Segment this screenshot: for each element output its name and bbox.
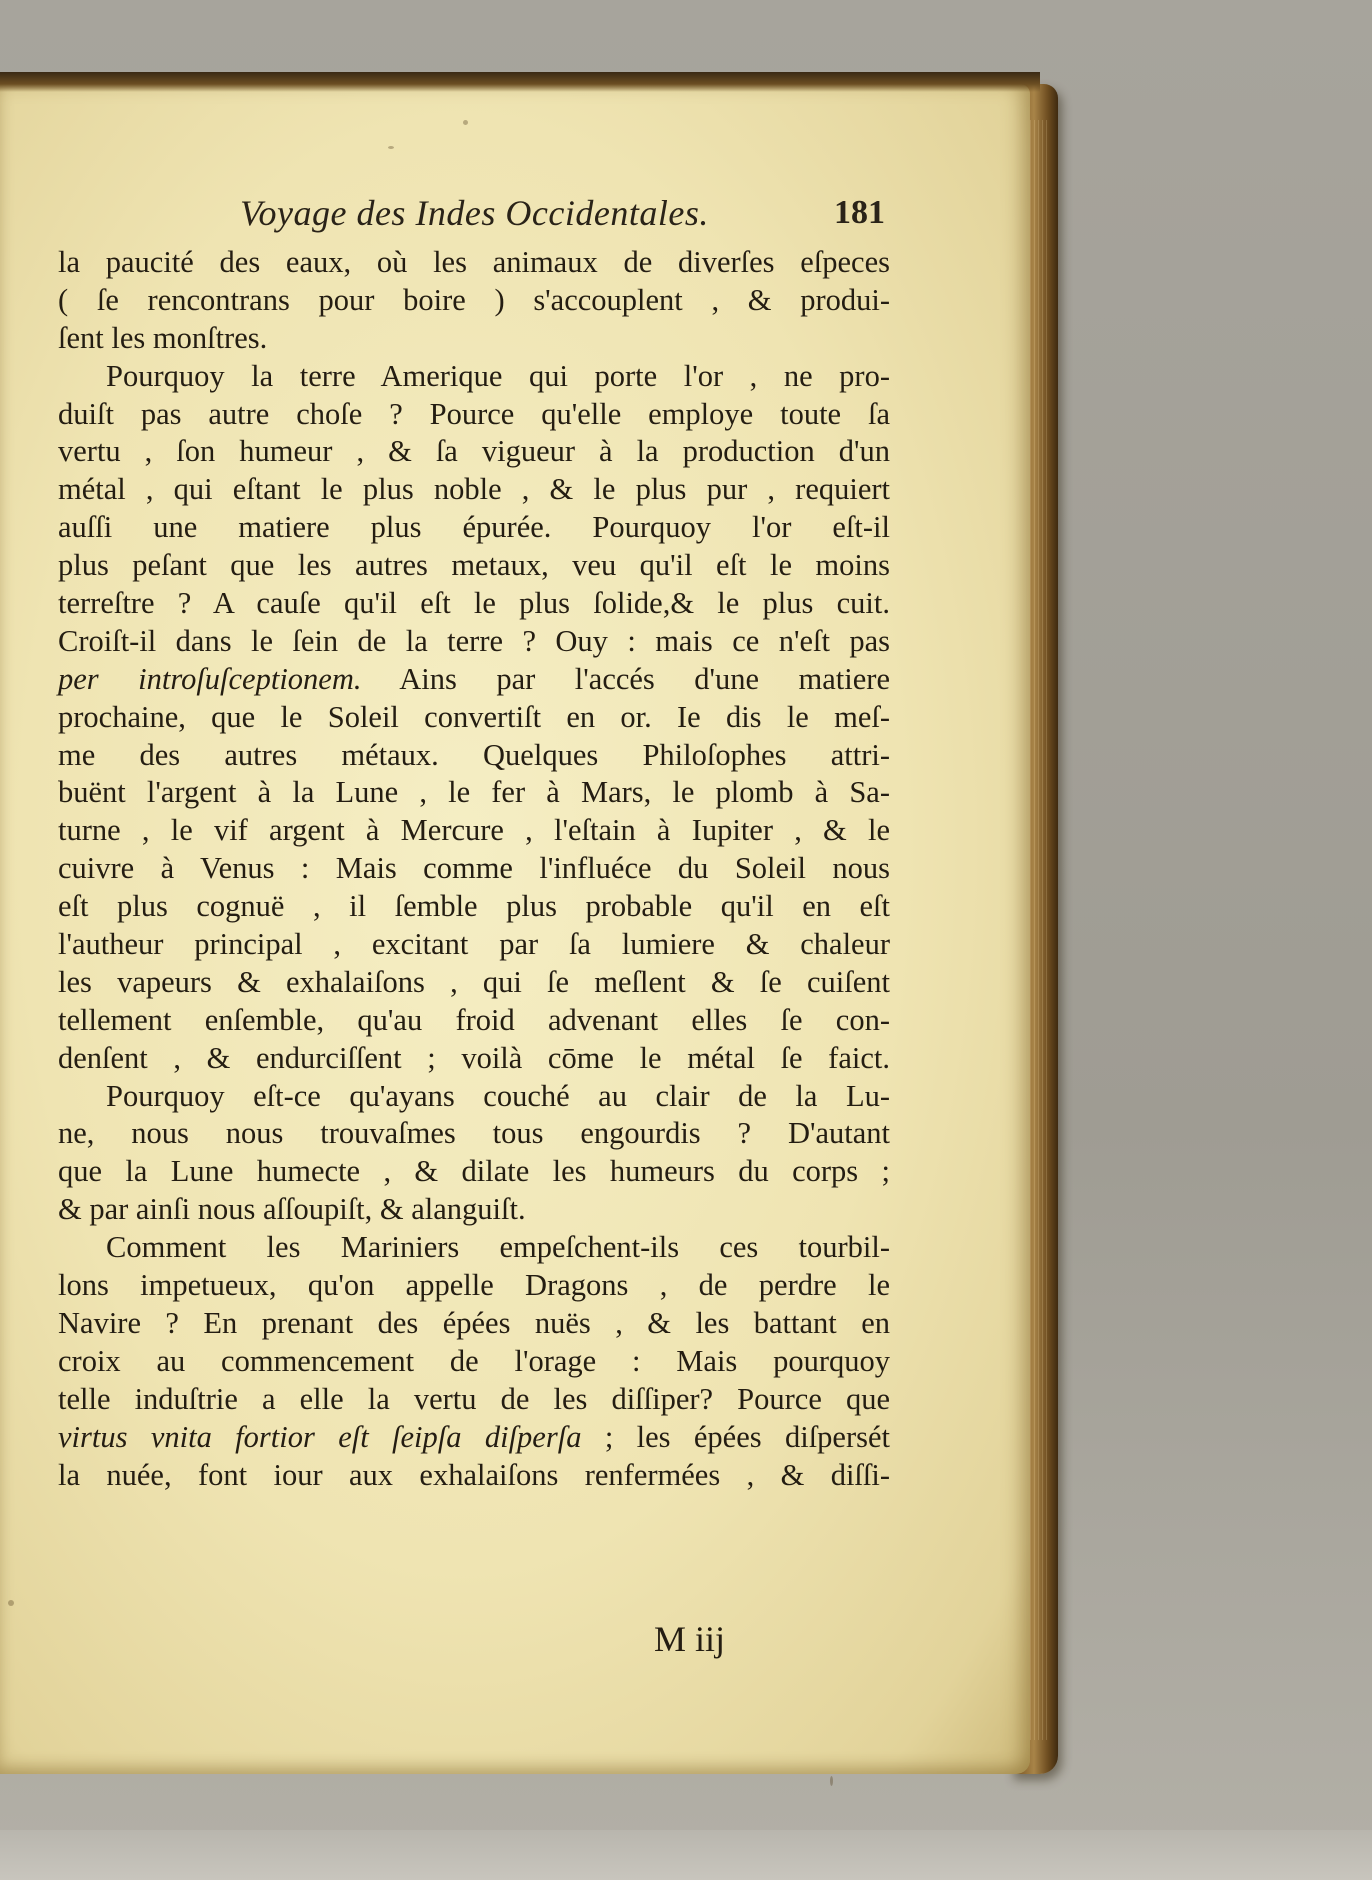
text-line: vertu , ſon humeur , & ſa vigueur à la production d'un (58, 434, 890, 469)
text-line: eſt plus cognuë , il ſemble plus probable qu'il en eſt (58, 889, 890, 924)
ink-speck (388, 146, 394, 149)
signature-mark: M iij (654, 1619, 726, 1659)
text-line: ( ſe rencontrans pour boire ) s'accouplent , & produi- (58, 282, 890, 317)
text-line: que la Lune humecte , & dilate les humeurs du corps ; (58, 1154, 890, 1189)
ink-speck (463, 120, 468, 125)
text-line: per introſuſceptionem. Ains par l'accés d'une matiere (58, 661, 890, 696)
text-line: métal , qui eſtant le plus noble , & le plus pur , requiert (58, 472, 890, 507)
text-line: Comment les Mariniers empeſchent-ils ces tourbil- (106, 1230, 890, 1265)
text-line: les vapeurs & exhalaiſons , qui ſe meſlent & ſe cuiſent (58, 964, 890, 999)
latin-phrase: virtus vnita fortior eſt ſeipſa diſperſa (58, 1419, 582, 1454)
latin-phrase: per introſuſceptionem. (58, 661, 362, 696)
running-title: Voyage des Indes Occidentales. (240, 193, 709, 233)
text-line: l'autheur principal , excitant par ſa lumiere & chaleur (58, 927, 890, 962)
ink-speck (830, 1776, 833, 1786)
text-line: duiſt pas autre choſe ? Pource qu'elle employe toute ſa (58, 396, 890, 431)
text-line: plus peſant que les autres metaux, veu qu'il eſt le moins (58, 548, 890, 583)
text-line: denſent , & endurciſſent ; voilà cōme le métal ſe faict. (58, 1040, 890, 1075)
top-binding-shadow (0, 72, 1040, 92)
text-line: tellement enſemble, qu'au froid advenant elles ſe con- (58, 1002, 890, 1037)
text-line: virtus vnita fortior eſt ſeipſa diſperſa ; les épées diſpersét (58, 1419, 890, 1454)
ink-speck (8, 1600, 14, 1606)
text-line: buënt l'argent à la Lune , le fer à Mars, le plomb à Sa- (58, 775, 890, 810)
page-header (0, 192, 1030, 242)
text-line: lons impetueux, qu'on appelle Dragons , de perdre le (58, 1268, 890, 1303)
text-line: ſent les monſtres. (58, 320, 268, 355)
text-line: & par ainſi nous aſſoupiſt, & alanguiſt. (58, 1192, 526, 1227)
text-line: ne, nous nous trouvaſmes tous engourdis ? D'autant (58, 1116, 890, 1151)
text-line: terreſtre ? A cauſe qu'il eſt le plus ſolide,& le plus cuit. (58, 586, 890, 621)
text-line: prochaine, que le Soleil convertiſt en or. Ie dis le meſ- (58, 699, 890, 734)
page-number: 181 (834, 194, 885, 231)
text-line: la paucité des eaux, où les animaux de diverſes eſpeces (58, 245, 890, 279)
text-line: auſſi une matiere plus épurée. Pourquoy l'or eſt-il (58, 510, 890, 545)
text-line: Pourquoy la terre Amerique qui porte l'or , ne pro- (106, 358, 890, 393)
body-text (58, 244, 890, 1494)
text-line: la nuée, font iour aux exhalaiſons renfermées , & diſſi- (58, 1457, 890, 1492)
text-line: Pourquoy eſt-ce qu'ayans couché au clair de la Lu- (106, 1078, 890, 1113)
text-line: turne , le vif argent à Mercure , l'eſtain à Iupiter , & le (58, 813, 890, 848)
text-line: me des autres métaux. Quelques Philoſophes attri- (58, 737, 890, 772)
text-line: telle induſtrie a elle la vertu de les diſſiper? Pource que (58, 1381, 890, 1416)
text-line: Navire ? En prenant des épées nuës , & les battant en (58, 1305, 890, 1340)
scan-bottom-strip (0, 1830, 1372, 1880)
text-line: cuivre à Venus : Mais comme l'influéce du Soleil nous (58, 851, 890, 886)
text-line: Croiſt-il dans le ſein de la terre ? Ouy : mais ce n'eſt pas (58, 623, 890, 658)
text-line: croix au commencement de l'orage : Mais pourquoy (58, 1343, 890, 1378)
